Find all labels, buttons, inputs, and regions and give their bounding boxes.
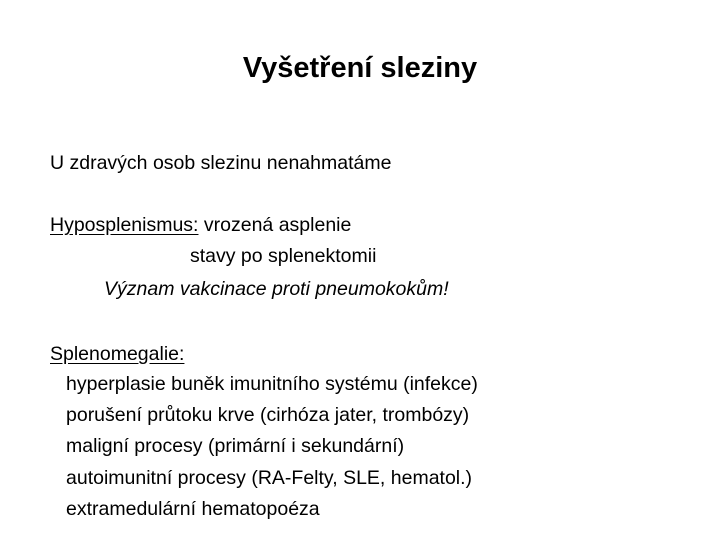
splenomegaly-item: autoimunitní procesy (RA-Felty, SLE, hematol.) [66, 467, 473, 489]
slide-title [0, 48, 720, 88]
hyposplenism-line [50, 213, 351, 237]
slide-title-text: Vyšetření sleziny [242, 52, 478, 84]
splenomegaly-item: porušení průtoku krve (cirhóza jater, trombózy) [66, 404, 470, 426]
splenomegaly-label: Splenomegalie: [50, 343, 185, 365]
hyposplenism-item: stavy po splenektomii [190, 245, 377, 267]
intro-text: U zdravých osob slezinu nenahmatáme [50, 152, 392, 174]
vaccination-note: Význam vakcinace proti pneumokokům! [104, 278, 449, 300]
hyposplenism-label: Hyposplenismus: [50, 214, 199, 236]
splenomegaly-item: maligní procesy (primární i sekundární) [66, 435, 405, 457]
splenomegaly-item: hyperplasie buněk imunitního systému (infekce) [66, 373, 478, 395]
hyposplenism-item: vrozená asplenie [203, 214, 352, 236]
splenomegaly-item: extramedulární hematopoéza [66, 498, 320, 520]
